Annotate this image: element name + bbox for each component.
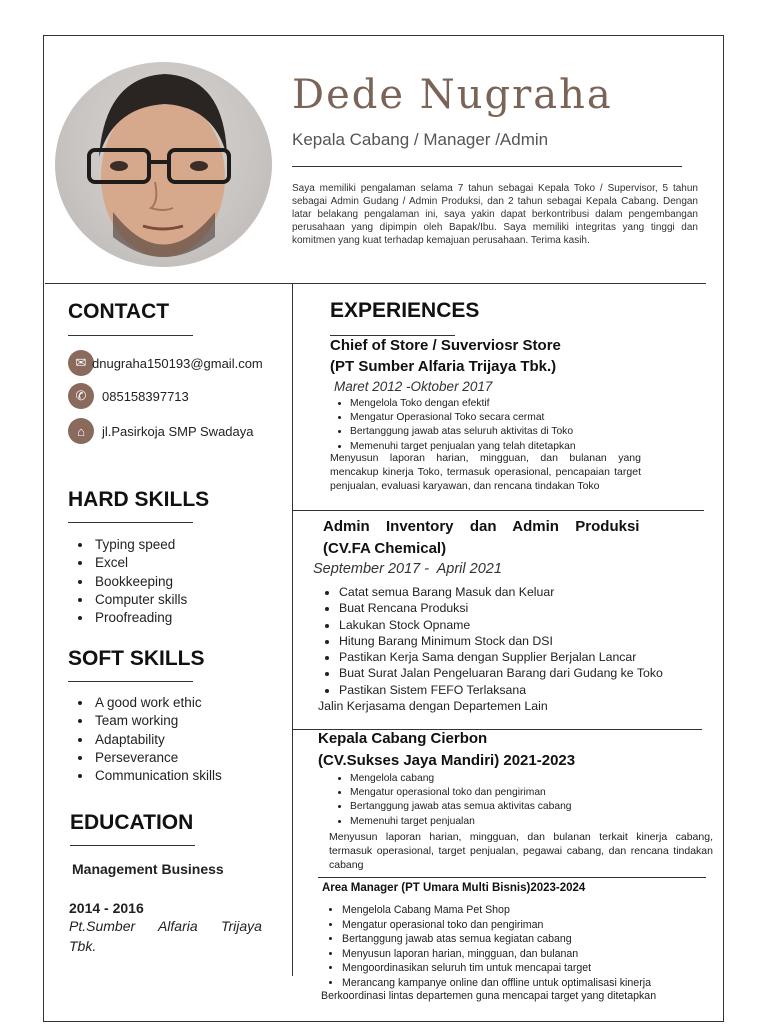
column-divider bbox=[292, 283, 293, 976]
list-item: • Proofreading bbox=[93, 609, 187, 627]
experiences-heading: EXPERIENCES bbox=[330, 299, 480, 322]
job-3-description: Menyusun laporan harian, mingguan, dan bulanan terkait kinerja cabang, termasuk operasional, target penjualan, pegawai cabang, dan rencana tindakan cabang bbox=[329, 831, 713, 871]
job-1-bullets bbox=[332, 397, 576, 454]
list-item: • Catat semua Barang Masuk dan Keluar bbox=[339, 584, 663, 600]
job-2-title: Admin Inventory dan Admin Produksi bbox=[323, 518, 640, 535]
job-3-bullets bbox=[332, 772, 572, 829]
hard-skills-underline bbox=[68, 522, 193, 523]
hard-skills-heading: HARD SKILLS bbox=[68, 488, 210, 511]
soft-skills-heading: SOFT SKILLS bbox=[68, 647, 205, 670]
education-years: 2014 - 2016 bbox=[69, 900, 144, 916]
list-item: • Mengatur operasional toko dan pengiriman bbox=[342, 918, 651, 933]
job-1-description: Menyusun laporan harian, mingguan, dan bulanan yang mencakup kinerja Toko, termasuk operasional, pencapaian target penjualan, evaluasi karyawan, dan rencana tindakan Toko bbox=[330, 452, 641, 492]
list-item: • A good work ethic bbox=[93, 694, 222, 712]
job-1-title: Chief of Store / Suverviosr Store bbox=[330, 337, 561, 354]
list-item: • Buat Rencana Produksi bbox=[339, 600, 663, 616]
job-2-company: (CV.FA Chemical) bbox=[323, 540, 447, 557]
list-item: • Pastikan Kerja Sama dengan Supplier Berjalan Lancar bbox=[339, 649, 663, 665]
list-item: • Memenuhi target penjualan bbox=[350, 815, 572, 829]
job-3-title: Kepala Cabang Cierbon bbox=[318, 730, 488, 747]
list-item: • Lakukan Stock Opname bbox=[339, 617, 663, 633]
list-item: • Hitung Barang Minimum Stock dan DSI bbox=[339, 633, 663, 649]
section-divider bbox=[45, 283, 706, 284]
job-2-bullets bbox=[321, 584, 663, 698]
list-item: • Mengelola cabang bbox=[350, 772, 572, 786]
contact-address-row bbox=[68, 418, 254, 444]
education-school: Pt.Sumber Alfaria Trijaya bbox=[69, 918, 262, 934]
list-item: • Mengatur operasional toko dan pengiriman bbox=[350, 786, 572, 800]
job-4-title: Area Manager (PT Umara Multi Bisnis)2023-2024 bbox=[322, 882, 586, 894]
job-2-description: Jalin Kerjasama dengan Departemen Lain bbox=[318, 699, 548, 713]
experiences-underline bbox=[330, 335, 455, 336]
job-3-company: (CV.Sukses Jaya Mandiri) 2021-2023 bbox=[318, 752, 576, 769]
job-4-bullets bbox=[324, 903, 651, 990]
list-item: • Buat Surat Jalan Pengeluaran Barang dari Gudang ke Toko bbox=[339, 665, 663, 681]
education-heading: EDUCATION bbox=[70, 811, 194, 834]
list-item: • Bookkeeping bbox=[93, 573, 187, 591]
list-item: • Memenuhi target penjualan yang telah ditetapkan bbox=[350, 440, 576, 454]
list-item: • Mengelola Toko dengan efektif bbox=[350, 397, 576, 411]
education-school-cont: Tbk. bbox=[69, 938, 97, 954]
list-item: • Computer skills bbox=[93, 591, 187, 609]
contact-phone[interactable]: 085158397713 bbox=[102, 388, 189, 404]
soft-skills-list bbox=[75, 694, 222, 785]
education-underline bbox=[70, 845, 195, 846]
contact-phone-row bbox=[68, 383, 189, 409]
job-1-company: (PT Sumber Alfaria Trijaya Tbk.) bbox=[330, 358, 557, 375]
header-divider bbox=[292, 166, 682, 167]
list-item: • Communication skills bbox=[93, 767, 222, 785]
list-item: • Mengoordinasikan seluruh tim untuk mencapai target bbox=[342, 961, 651, 976]
hard-skills-list bbox=[75, 536, 187, 627]
list-item: • Menyusun laporan harian, mingguan, dan bulanan bbox=[342, 947, 651, 962]
job-1-date: Maret 2012 -Oktober 2017 bbox=[334, 379, 493, 394]
list-item: • Bertanggung jawab atas seluruh aktivitas di Toko bbox=[350, 425, 576, 439]
candidate-role: Kepala Cabang / Manager /Admin bbox=[292, 130, 549, 149]
list-item: • Adaptability bbox=[93, 731, 222, 749]
candidate-name: Dede Nugraha bbox=[292, 72, 613, 118]
summary-text: Saya memiliki pengalaman selama 7 tahun sebagai Kepala Toko / Supervisor, 5 tahun sebagai Admin Gudang / Admin Produksi, dan 2 tahun sebagai Kepala Cabang. Dengan latar belakang pengalaman ini, saya yakin dapat berkontribusi dalam pengembangan perusahaan yang dipimpin oleh Bapak/Ibu. Saya memiliki integritas yang tinggi dan komitmen yang kuat terhadap kemajuan perusahaan. Terima kasih. bbox=[292, 183, 698, 246]
job-4-description: Berkoordinasi lintas departemen guna mencapai target yang ditetapkan bbox=[321, 990, 657, 1002]
home-icon: ⌂ bbox=[68, 418, 94, 444]
mail-icon: ✉ bbox=[68, 350, 94, 376]
list-item: • Team working bbox=[93, 712, 222, 730]
list-item: • Perseverance bbox=[93, 749, 222, 767]
phone-icon: ✆ bbox=[68, 383, 94, 409]
list-item: • Merancang kampanye online dan offline untuk optimalisasi kinerja bbox=[342, 976, 651, 991]
contact-address: jl.Pasirkoja SMP Swadaya bbox=[102, 423, 254, 439]
contact-underline bbox=[68, 335, 193, 336]
list-item: • Bertanggung jawab atas semua kegiatan cabang bbox=[342, 932, 651, 947]
list-item: • Mengatur Operasional Toko secara cermat bbox=[350, 411, 576, 425]
list-item: • Mengelola Cabang Mama Pet Shop bbox=[342, 903, 651, 918]
list-item: • Typing speed bbox=[93, 536, 187, 554]
profile-photo bbox=[55, 62, 272, 267]
list-item: • Bertanggung jawab atas semua aktivitas cabang bbox=[350, 800, 572, 814]
list-item: • Pastikan Sistem FEFO Terlaksana bbox=[339, 682, 663, 698]
contact-email[interactable]: dnugraha150193@gmail.com bbox=[92, 355, 263, 371]
list-item: • Excel bbox=[93, 554, 187, 572]
contact-heading: CONTACT bbox=[68, 300, 170, 323]
contact-email-row bbox=[68, 350, 263, 376]
education-degree: Management Business bbox=[72, 861, 224, 877]
job-divider bbox=[292, 510, 704, 511]
job-divider bbox=[318, 877, 706, 878]
soft-skills-underline bbox=[68, 681, 193, 682]
job-2-date: September 2017 - April 2021 bbox=[313, 561, 502, 577]
